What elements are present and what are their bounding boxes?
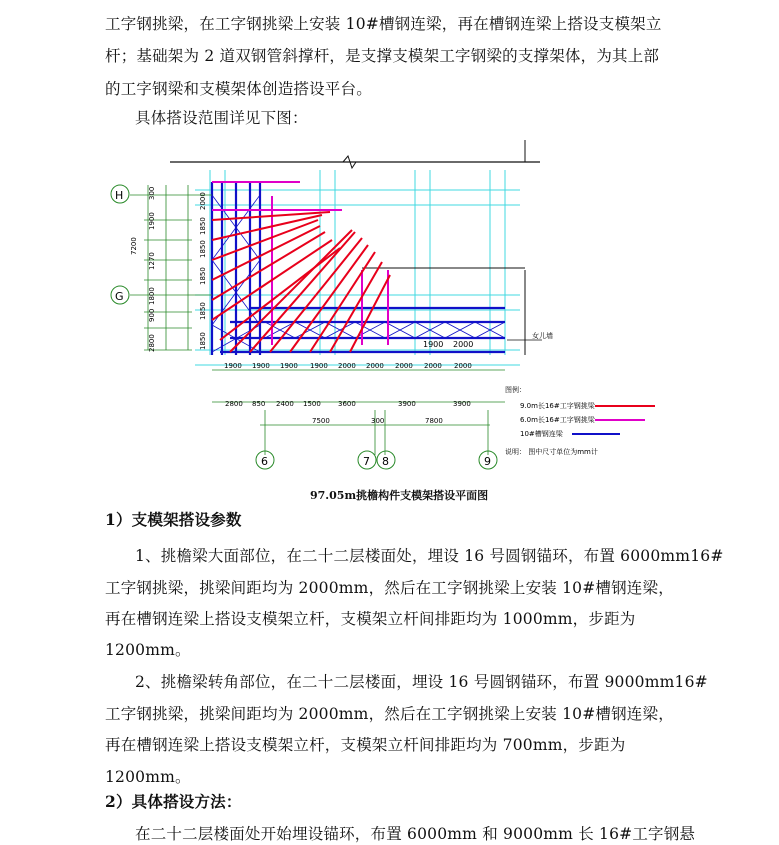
bottom-dim-2-0: 2800 [225,400,243,408]
side-label: 女儿墙 [532,332,553,340]
s1-p1-line-1: 1、挑檐梁大面部位，在二十二层楼面处，埋设 16 号圆钢锚环，布置 6000mm16# [135,547,724,565]
axis-h-label: H [115,189,124,202]
left-dim-2: 2000 [199,192,207,210]
s2-p1-line-1: 在二十二层楼面处开始埋设锚环，布置 6000mm 和 9000mm 长 16#工字钢悬 [135,825,696,843]
scaffold-plan-drawing [100,140,670,480]
s1-p2-line-2: 工字钢挑梁，挑梁间距均为 2000mm，然后在工字钢挑梁上安装 10#槽钢连梁， [105,705,674,723]
left-dim-texts [130,187,207,352]
bottom-dim-1-0: 1900 [224,362,242,370]
axis-6-label: 6 [261,455,268,468]
bottom-dim-1-6: 2000 [395,362,413,370]
bottom-dim-1-2: 1900 [280,362,298,370]
left-dim-11: 2800 [148,334,156,352]
bottom-row-2 [225,400,471,408]
left-dim-6: 1850 [199,302,207,320]
intro-line-4: 具体搭设范围详见下图： [135,109,308,127]
legend [505,385,655,456]
left-dim-5: 1850 [199,267,207,285]
left-dim-8: 1270 [148,252,156,270]
left-dim-3: 1850 [199,217,207,235]
intro-line-2: 杆；基础架为 2 道双钢管斜撑杆，是支撑支模架工字钢梁的支撑架体，为其上部 [105,47,660,65]
bottom-dim-2-3: 1500 [303,400,321,408]
bottom-dim-1-8: 2000 [454,362,472,370]
bottom-dim-2-5: 3900 [398,400,416,408]
axis-8-label: 8 [382,455,389,468]
left-dim-9: 1800 [148,287,156,305]
inner-dim-2: 2000 [453,340,474,349]
bottom-dim-2-2: 2400 [276,400,294,408]
red-beams [212,212,390,352]
bottom-dim-3-0: 7500 [312,417,330,425]
legend-note: 说明： 图中尺寸单位为mm计 [505,448,598,456]
left-dim-1: 1900 [148,212,156,230]
axis-7-label: 7 [363,455,370,468]
drawing-caption: 97.05m挑檐构件支模架搭设平面图 [310,489,489,502]
bottom-dim-2-1: 850 [252,400,266,408]
axis-9-label: 9 [484,455,491,468]
left-dim-7: 1850 [199,332,207,350]
s1-p1-line-4: 1200mm。 [105,641,191,659]
bottom-dim-3-1: 300 [371,417,385,425]
bottom-dim-2-4: 3600 [338,400,356,408]
section2-title: 2）具体搭设方法： [105,792,242,811]
intro-line-3: 的工字钢梁和支模架体创造搭设平台。 [105,80,372,98]
magenta-beams [212,182,388,345]
bottom-row-3 [312,417,443,425]
legend-label-1: 9.0m长16#工字钢挑梁 [520,402,595,410]
axis-g-label: G [115,290,124,303]
bottom-dim-1-7: 2000 [424,362,442,370]
left-dim-4: 1850 [199,240,207,258]
legend-title: 图例： [505,386,526,394]
legend-label-3: 10#槽钢连梁 [520,430,563,438]
s1-p1-line-2: 工字钢挑梁，挑梁间距均为 2000mm，然后在工字钢挑梁上安装 10#槽钢连梁， [105,579,674,597]
s1-p2-line-4: 1200mm。 [105,768,191,786]
left-dim-0: 300 [148,186,156,200]
bottom-dim-2-6: 3900 [453,400,471,408]
bottom-row-1 [224,362,472,370]
inner-dim-1: 1900 [423,340,444,349]
bottom-dim-1-5: 2000 [366,362,384,370]
bottom-dim-lines [212,370,505,455]
intro-line-1: 工字钢挑梁，在工字钢挑梁上安装 10#槽钢连梁，再在槽钢连梁上搭设支模架立 [105,15,662,33]
bottom-dim-3-2: 7800 [425,417,443,425]
s1-p2-line-1: 2、挑檐梁转角部位，在二十二层楼面，埋设 16 号圆钢锚环，布置 9000mm16# [135,673,708,691]
left-dim-12: 7200 [130,237,138,255]
legend-label-2: 6.0m长16#工字钢挑梁 [520,416,595,424]
bottom-dim-1-3: 1900 [310,362,328,370]
bottom-dim-1-4: 2000 [338,362,356,370]
section1-title: 1）支模架搭设参数 [105,510,242,529]
left-dim-10: 900 [148,308,156,322]
bottom-dim-1-1: 1900 [252,362,270,370]
s1-p2-line-3: 再在槽钢连梁上搭设支模架立杆，支模架立杆间排距均为 700mm，步距为 [105,736,626,754]
s1-p1-line-3: 再在槽钢连梁上搭设支模架立杆，支模架立杆间排距均为 1000mm，步距为 [105,610,636,628]
